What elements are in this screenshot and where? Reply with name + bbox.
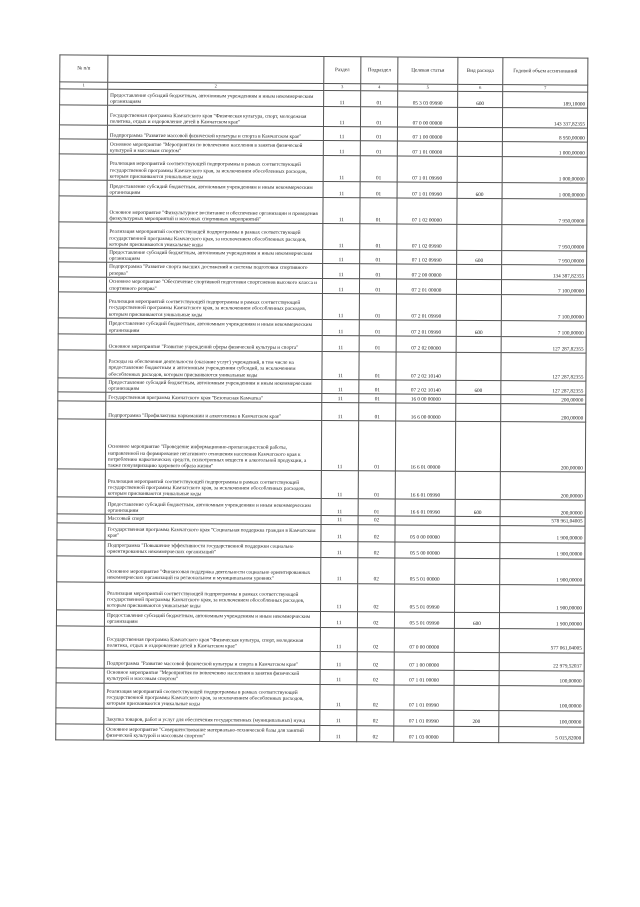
cell-vid [454, 670, 499, 685]
cell-podrazdel: 01 [359, 320, 396, 336]
cell-name: Подпрограмма "Развитие спорта высших достижений и системы подготовки спортивного резерва" [107, 263, 323, 279]
cell-target: 07 1 01 09990 [394, 685, 454, 710]
cell-num [58, 350, 106, 378]
cell-vid [455, 472, 500, 500]
cell-target: 07 2 02 10140 [396, 352, 456, 380]
cell-num [57, 497, 105, 514]
cell-amount: 127 287,82355 [501, 381, 586, 396]
cell-podrazdel: 01 [361, 91, 398, 107]
cell-podrazdel: 02 [358, 516, 395, 524]
cell-podrazdel: 02 [358, 541, 395, 557]
cell-amount: 200,00000 [500, 472, 585, 501]
cell-num [58, 378, 106, 393]
cell-vid [457, 156, 502, 182]
cell-vid: 200 [454, 710, 499, 726]
cell-podrazdel: 02 [357, 725, 394, 741]
cell-razdel: 11 [322, 379, 359, 394]
cell-vid [454, 628, 499, 652]
cell-podrazdel: 02 [357, 611, 394, 627]
cell-target: 07 2 01 09990 [396, 320, 456, 336]
cell-amount: 1 900,00000 [500, 584, 585, 613]
cell-name: Закупка товаров, работ и услуг для обеспечения государственных (муниципальных) нужд [104, 708, 320, 725]
cell-name: Предоставление субсидий бюджетным, автономным учреждениям и иным некоммерческим организациям [107, 180, 323, 197]
cell-name: Предоставление субсидий бюджетным, автономным учреждениям и иным некоммерческим организациям [105, 498, 321, 516]
cell-target: 16 6 01 09990 [395, 499, 455, 516]
cell-amount: 1 000,00000 [502, 157, 587, 184]
cell-podrazdel: 02 [358, 524, 395, 541]
cell-num [59, 125, 107, 139]
cell-vid: 600 [456, 380, 501, 395]
table-row [59, 196, 587, 225]
col-number: 4 [361, 84, 398, 91]
cell-vid [455, 558, 500, 584]
cell-razdel: 11 [323, 224, 360, 250]
cell-name: Государственная программа Камчатского края "Безопасная Камчатка" [106, 393, 322, 403]
cell-podrazdel: 01 [359, 394, 396, 403]
col-number: 5 [398, 84, 458, 91]
cell-razdel: 11 [320, 651, 357, 669]
cell-num [56, 724, 104, 740]
table-row [57, 582, 585, 613]
cell-amount: 7 950,00000 [502, 225, 587, 252]
cell-amount: 8 950,00000 [502, 128, 587, 143]
col-number: 7 [503, 85, 588, 93]
cell-amount: 143 337,82355 [502, 108, 587, 129]
cell-vid [457, 127, 502, 141]
col-number: 2 [108, 82, 324, 90]
cell-name: Основное мероприятие "Мероприятия по вовлечению населения в занятия физической культурой и массовым спортом" [107, 139, 323, 155]
cell-target: 05 5 01 09990 [395, 584, 455, 612]
cell-vid [457, 141, 502, 156]
cell-vid [456, 294, 501, 320]
cell-podrazdel: 01 [359, 403, 396, 421]
cell-name: Предоставление субсидий бюджетным, автономным учреждениям и иным некоммерческим организациям [106, 318, 322, 335]
cell-num [59, 154, 107, 180]
cell-razdel: 11 [321, 421, 358, 471]
header-target: Целевая статья [398, 57, 458, 84]
cell-amount: 127 287,82355 [501, 353, 586, 382]
budget-table [55, 54, 588, 743]
cell-vid: 600 [456, 320, 501, 336]
cell-vid [456, 336, 501, 352]
table-row [57, 469, 585, 500]
cell-podrazdel: 01 [360, 107, 397, 127]
cell-razdel: 11 [322, 293, 359, 319]
cell-num [60, 89, 108, 105]
cell-num [56, 668, 104, 683]
header-name [108, 55, 324, 83]
cell-num [57, 540, 105, 556]
table-row [59, 105, 587, 128]
cell-podrazdel: 01 [358, 421, 395, 471]
cell-razdel: 11 [321, 499, 358, 516]
cell-num [56, 626, 104, 650]
cell-podrazdel: 01 [359, 380, 396, 395]
cell-num [57, 419, 105, 469]
cell-num [59, 105, 107, 125]
cell-razdel: 11 [323, 156, 360, 182]
cell-num [56, 650, 104, 668]
cell-vid [456, 404, 501, 422]
cell-name: Реализация мероприятий соответствующей подпрограммы в рамках соответствующей государственной программы Камчатского края, за исключением обособленных расходов, которым присваиваются уникальные коды [105, 582, 321, 611]
cell-vid [455, 517, 500, 526]
table-row [59, 222, 587, 251]
cell-amount: 1 000,00000 [502, 142, 587, 158]
cell-amount: 7 100,00000 [501, 280, 586, 296]
cell-podrazdel: 01 [360, 198, 397, 224]
cell-target: 07 2 02 00000 [396, 336, 456, 352]
cell-amount: 200,00000 [500, 422, 585, 473]
cell-razdel: 11 [322, 403, 359, 421]
cell-vid [454, 726, 499, 742]
cell-vid [456, 395, 501, 404]
cell-vid: 600 [457, 250, 502, 265]
cell-amount: 100,00000 [499, 670, 584, 686]
cell-podrazdel: 02 [357, 669, 394, 684]
cell-razdel: 11 [321, 557, 358, 583]
cell-amount: 200,00000 [500, 500, 585, 518]
cell-podrazdel: 01 [358, 499, 395, 516]
cell-razdel: 11 [320, 611, 357, 627]
cell-razdel: 11 [323, 182, 360, 198]
cell-razdel: 11 [320, 725, 357, 741]
cell-name: Реализация мероприятий соответствующей подпрограммы в рамках соответствующей государственной программы Камчатского края, за исключением обособленных расходов, которым присваиваются уникальные коды [107, 154, 323, 181]
cell-name: Реализация мероприятий соответствующей подпрограммы в рамках соответствующей государственной программы Камчатского края, за исключением обособленных расходов, которым присваиваются уникальные коды [107, 222, 323, 249]
cell-target: 07 0 00 00000 [397, 107, 457, 127]
cell-razdel: 11 [320, 709, 357, 725]
cell-target: 07 1 01 00000 [394, 670, 454, 685]
cell-name: Основное мероприятие "Финансовая поддержка деятельности социально ориентированных некоммерческих организаций на региональном и муниципальном уровнях" [105, 556, 321, 583]
cell-target: 07 1 01 00000 [397, 141, 457, 156]
cell-vid: 600 [455, 500, 500, 517]
table-row [58, 292, 586, 321]
cell-vid [455, 542, 500, 558]
header-podrazdel: Подраздел [361, 57, 398, 84]
cell-num [56, 708, 104, 724]
cell-podrazdel: 02 [358, 557, 395, 583]
cell-target: 05 5 01 09990 [394, 612, 454, 628]
cell-name: Государственная программа Камчатского края "Социальная поддержка граждан в Камчатском крае" [105, 523, 321, 541]
cell-target: 16 0 00 00000 [396, 394, 456, 403]
cell-name: Предоставление субсидий бюджетным, автономным учреждениям и иным некоммерческим организациям [107, 248, 323, 264]
cell-razdel: 11 [323, 107, 360, 127]
cell-amount: 100,00000 [499, 685, 584, 711]
cell-name: Расходы на обеспечение деятельности (оказание услуг) учреждений, в том числе на предоставление бюджетным и автономным учреждениям субсидий, за исключением обособленных расходов, которым присваиваются уникальные коды [106, 350, 322, 379]
cell-name: Основное мероприятие "Мероприятия по вовлечению населения в занятия физической культурой и массовым спортом" [104, 668, 320, 684]
cell-vid [457, 107, 502, 127]
cell-vid: 600 [454, 612, 499, 628]
cell-target: 07 2 01 00000 [396, 279, 456, 294]
cell-podrazdel: 01 [359, 336, 396, 352]
cell-razdel: 11 [322, 335, 359, 351]
cell-podrazdel: 02 [357, 684, 394, 709]
cell-razdel: 11 [323, 264, 360, 279]
table-row [56, 724, 584, 743]
cell-num [57, 514, 105, 523]
cell-name: Основное мероприятие "Проведение информационно-пропагандистской работы, направленной на формирование негативного отношения населения Камчатского края к потреблению наркотических средств, психотропных веществ и алкогольной продукции, а также популяризацию здорового образа жизни" [105, 420, 321, 471]
header-amount: Годовой объем ассигнований [503, 58, 588, 86]
cell-target: 07 1 00 00000 [397, 127, 457, 141]
cell-vid [456, 352, 501, 380]
cell-target: 07 2 01 09990 [396, 294, 456, 320]
cell-num [58, 334, 106, 350]
cell-num [57, 582, 105, 610]
cell-num [57, 469, 105, 497]
cell-name: Предоставление субсидий бюджетным, автономным учреждениям и иным некоммерческим организациям [108, 89, 324, 106]
cell-target: 16 6 01 09990 [395, 471, 455, 499]
cell-name: Основное мероприятие "Совершенствование материально-технической базы для занятий физической культурой и массовым спортом" [104, 724, 320, 741]
cell-amount: 1 900,00000 [499, 612, 584, 629]
cell-num [57, 556, 105, 582]
cell-razdel: 11 [321, 583, 358, 611]
cell-num [59, 139, 107, 154]
cell-target: 16 6 00 00000 [396, 403, 456, 421]
cell-razdel: 11 [323, 250, 360, 265]
cell-target: 07 1 00 00000 [394, 652, 454, 670]
cell-name: Основное мероприятие "Развитие учреждений сферы физической культуры и спорта" [106, 334, 322, 351]
cell-amount: 7 100,00000 [501, 295, 586, 322]
cell-amount: 127 287,82355 [501, 337, 586, 354]
cell-razdel: 11 [323, 127, 360, 141]
cell-podrazdel: 01 [359, 352, 396, 380]
cell-razdel: 11 [320, 684, 357, 709]
cell-vid [455, 422, 500, 472]
cell-num [59, 262, 107, 277]
cell-vid: 600 [457, 182, 502, 198]
cell-name: Подпрограмма "Развитие массовой физической культуры и спорта в Камчатском крае" [104, 650, 320, 669]
cell-target: 07 2 02 10140 [396, 380, 456, 395]
table-row [59, 154, 587, 183]
cell-target: 07 1 03 00000 [394, 726, 454, 742]
cell-razdel: 11 [322, 319, 359, 335]
col-number: 1 [60, 82, 108, 89]
table-row [58, 350, 586, 381]
cell-vid [454, 685, 499, 710]
cell-amount: 22 979,52037 [499, 652, 584, 671]
cell-razdel: 11 [320, 669, 357, 684]
cell-amount: 7 950,00000 [502, 251, 587, 266]
cell-razdel: 11 [322, 278, 359, 293]
cell-razdel: 11 [323, 198, 360, 224]
cell-razdel: 11 [321, 516, 358, 524]
table-row [57, 556, 585, 585]
cell-vid [456, 279, 501, 294]
cell-podrazdel: 01 [360, 156, 397, 182]
cell-podrazdel: 01 [360, 224, 397, 250]
cell-razdel: 11 [321, 524, 358, 541]
cell-name: Подпрограмма "Развитие массовой физической культуры и спорта в Камчатском крае" [107, 125, 323, 140]
cell-target: 05 5 01 00000 [395, 558, 455, 584]
cell-target: 05 5 00 00000 [395, 542, 455, 558]
cell-podrazdel: 02 [357, 709, 394, 725]
cell-podrazdel: 02 [358, 583, 395, 611]
table-row [57, 419, 585, 472]
cell-target: 07 1 02 09990 [397, 250, 457, 265]
cell-name: Основное мероприятие "Физкультурное воспитание и обеспечение организации и проведения физкультурных мероприятий и массовых спортивных мероприятий" [107, 196, 323, 223]
cell-num [58, 392, 106, 401]
cell-name: Предоставление субсидий бюджетным, автономным учреждениям и иным некоммерческим организациям [106, 378, 322, 394]
cell-vid [455, 525, 500, 542]
cell-name: Государственная программа Камчатского края "Физическая культура, спорт, молодежная политика, отдых и оздоровление детей в Камчатском крае" [107, 105, 323, 126]
cell-name: Массовый спорт [105, 515, 321, 525]
cell-podrazdel: 01 [359, 294, 396, 320]
cell-target: 07 0 00 00000 [394, 628, 454, 652]
cell-razdel: 11 [322, 351, 359, 379]
cell-podrazdel: 01 [360, 127, 397, 141]
cell-num [57, 523, 105, 540]
cell-podrazdel: 02 [357, 627, 394, 651]
cell-amount: 1 900,00000 [500, 542, 585, 559]
table-row [56, 626, 584, 653]
cell-amount: 189,10000 [503, 92, 588, 109]
cell-name: Подпрограмма "Повышение эффективности государственной поддержки социально ориентированных некоммерческих организаций" [105, 540, 321, 557]
cell-num [56, 683, 104, 708]
cell-vid [455, 584, 500, 612]
header-vid: Вид расхода [458, 57, 503, 84]
cell-target: 05 0 00 00000 [395, 525, 455, 542]
cell-num [59, 222, 107, 248]
cell-target: 07 1 01 09990 [397, 182, 457, 198]
cell-vid [454, 652, 499, 670]
cell-target: 07 2 00 00000 [397, 264, 457, 279]
cell-podrazdel: 01 [360, 250, 397, 265]
cell-target: 07 1 01 09990 [394, 710, 454, 726]
cell-vid: 600 [458, 91, 503, 107]
header-num: № п/п [60, 55, 108, 82]
cell-amount: 5 015,82000 [499, 726, 584, 743]
cell-amount: 134 387,82355 [502, 265, 587, 280]
cell-amount: 1 000,00000 [502, 183, 587, 200]
cell-target: 16 6 01 00000 [395, 421, 455, 471]
cell-amount: 100,00000 [499, 710, 584, 727]
cell-target: 07 1 01 09990 [397, 156, 457, 182]
cell-target: 07 1 02 09990 [397, 224, 457, 250]
cell-target: 07 1 02 00000 [397, 198, 457, 224]
col-number: 3 [324, 84, 361, 91]
cell-podrazdel: 01 [360, 182, 397, 198]
cell-podrazdel: 01 [358, 471, 395, 499]
cell-podrazdel: 01 [360, 141, 397, 156]
cell-vid [457, 265, 502, 280]
cell-num [58, 292, 106, 318]
cell-name: Реализация мероприятий соответствующей подпрограммы в рамках соответствующей государственной программы Камчатского края, за исключением обособленных расходов, которым присваиваются уникальные коды [104, 683, 320, 709]
cell-razdel: 11 [324, 91, 361, 107]
table-row [56, 683, 584, 711]
cell-amount: 1 900,00000 [500, 525, 585, 543]
cell-num [59, 196, 107, 222]
cell-podrazdel: 02 [357, 651, 394, 669]
cell-razdel: 11 [322, 394, 359, 403]
cell-amount: 200,00000 [501, 404, 586, 423]
cell-amount: 200,00000 [501, 395, 586, 405]
cell-amount: 7 100,00000 [501, 321, 586, 338]
header-razdel: Раздел [324, 57, 361, 84]
cell-amount: 578 961,04005 [500, 517, 585, 526]
col-number: 6 [458, 84, 503, 91]
cell-num [58, 318, 106, 334]
cell-num [58, 401, 106, 419]
table-header-row [60, 55, 588, 85]
cell-name: Предоставление субсидий бюджетным, автономным учреждениям и иным некоммерческим организациям [104, 610, 320, 627]
cell-num [58, 277, 106, 292]
cell-num [59, 180, 107, 196]
cell-name: Основное мероприятие "Обеспечение спортивной подготовки спортсменов высокого класса и спортивного резерва" [106, 277, 322, 293]
cell-razdel: 11 [323, 141, 360, 156]
cell-amount: 7 950,00000 [502, 199, 587, 226]
cell-amount: 577 061,04005 [499, 628, 584, 653]
cell-vid [457, 224, 502, 250]
cell-target: 05 3 03 09990 [398, 91, 458, 107]
cell-razdel: 11 [320, 627, 357, 651]
cell-name: Подпрограмма "Профилактика наркомании и алкоголизма в Камчатском крае" [106, 402, 322, 421]
cell-podrazdel: 01 [359, 279, 396, 294]
cell-name: Реализация мероприятий соответствующей подпрограммы в рамках соответствующей государственной программы Камчатского края, за исключением обособленных расходов, которым присваиваются уникальные коды [105, 470, 321, 499]
cell-vid [457, 198, 502, 224]
cell-razdel: 11 [321, 471, 358, 499]
cell-razdel: 11 [321, 541, 358, 557]
cell-podrazdel: 01 [360, 264, 397, 279]
cell-num [56, 610, 104, 626]
cell-name: Государственная программа Камчатского края "Физическая культура, спорт, молодежная политика, отдых и оздоровление детей в Камчатском крае" [104, 626, 320, 651]
cell-amount: 1 900,00000 [500, 558, 585, 585]
cell-num [59, 248, 107, 263]
cell-name: Реализация мероприятий соответствующей подпрограммы в рамках соответствующей государственной программы Камчатского края, за исключением обособленных расходов, которым присваиваются уникальные коды [106, 292, 322, 319]
